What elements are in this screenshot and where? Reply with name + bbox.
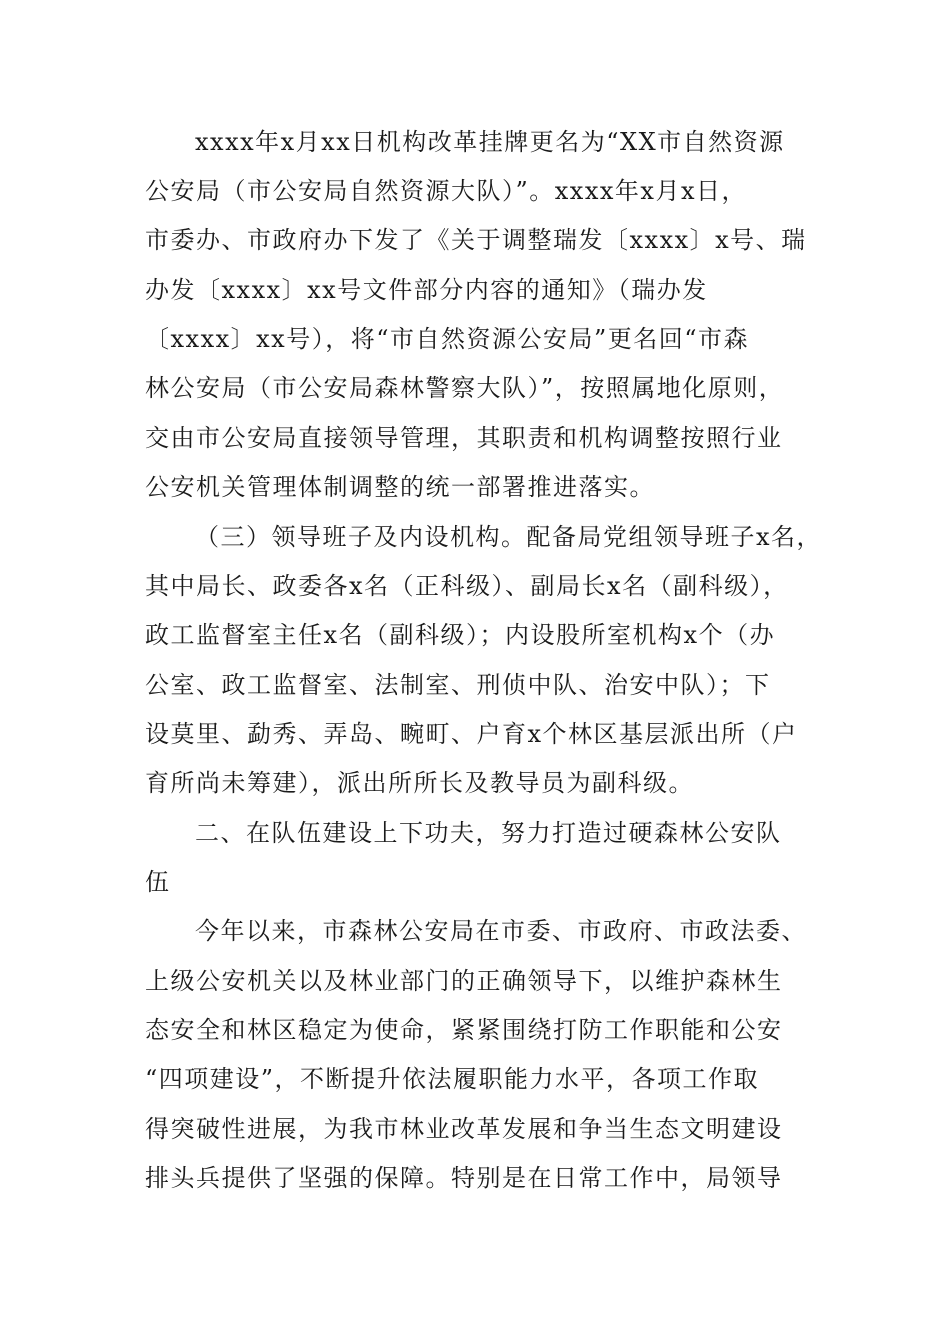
text-line: “四项建设”，不断提升依法履职能力水平，各项工作取 — [145, 1065, 760, 1093]
text-line: 林公安局（市公安局森林警察大队）”，按照属地化原则， — [145, 374, 785, 402]
text-line: 公安机关管理体制调整的统一部署推进落实。 — [145, 473, 655, 501]
text-line: 办发〔xxxx〕xx号文件部分内容的通知》（瑞办发 — [145, 276, 708, 304]
text-line: 态安全和林区稳定为使命，紧紧围绕打防工作职能和公安 — [145, 1016, 783, 1044]
text-line: 上级公安机关以及林业部门的正确领导下，以维护森林生 — [145, 967, 783, 995]
text-line: xxxx年x月xx日机构改革挂牌更名为“XX市自然资源 — [195, 128, 785, 156]
text-line: 得突破性进展，为我市林业改革发展和争当生态文明建设 — [145, 1115, 783, 1143]
text-line: 公室、政工监督室、法制室、刑侦中队、治安中队）；下 — [145, 671, 771, 699]
text-line: 交由市公安局直接领导管理，其职责和机构调整按照行业 — [145, 424, 783, 452]
text-line: 其中局长、政委各x名（正科级）、副局长x名（副科级）， — [145, 572, 789, 600]
text-line: 育所尚未筹建），派出所所长及教导员为副科级。 — [145, 769, 694, 797]
section-heading: 二、在队伍建设上下功夫，努力打造过硬森林公安队 — [195, 819, 782, 847]
text-line: 〔xxxx〕xx号），将“市自然资源公安局”更名回“市森 — [145, 325, 750, 353]
text-line: 设莫里、勐秀、弄岛、畹町、户育x个林区基层派出所（户 — [145, 720, 798, 748]
text-line: 今年以来，市森林公安局在市委、市政府、市政法委、 — [195, 917, 807, 945]
text-line: （三）领导班子及内设机构。配备局党组领导班子x名， — [195, 523, 823, 551]
section-heading: 伍 — [145, 868, 171, 896]
text-line: 排头兵提供了坚强的保障。特别是在日常工作中，局领导 — [145, 1164, 783, 1192]
text-line: 公安局（市公安局自然资源大队）”。xxxx年x月x日， — [145, 177, 747, 205]
text-line: 政工监督室主任x名（副科级）；内设股所室机构x个（办 — [145, 621, 776, 649]
text-line: 市委办、市政府办下发了《关于调整瑞发〔xxxx〕x号、瑞 — [145, 226, 807, 254]
